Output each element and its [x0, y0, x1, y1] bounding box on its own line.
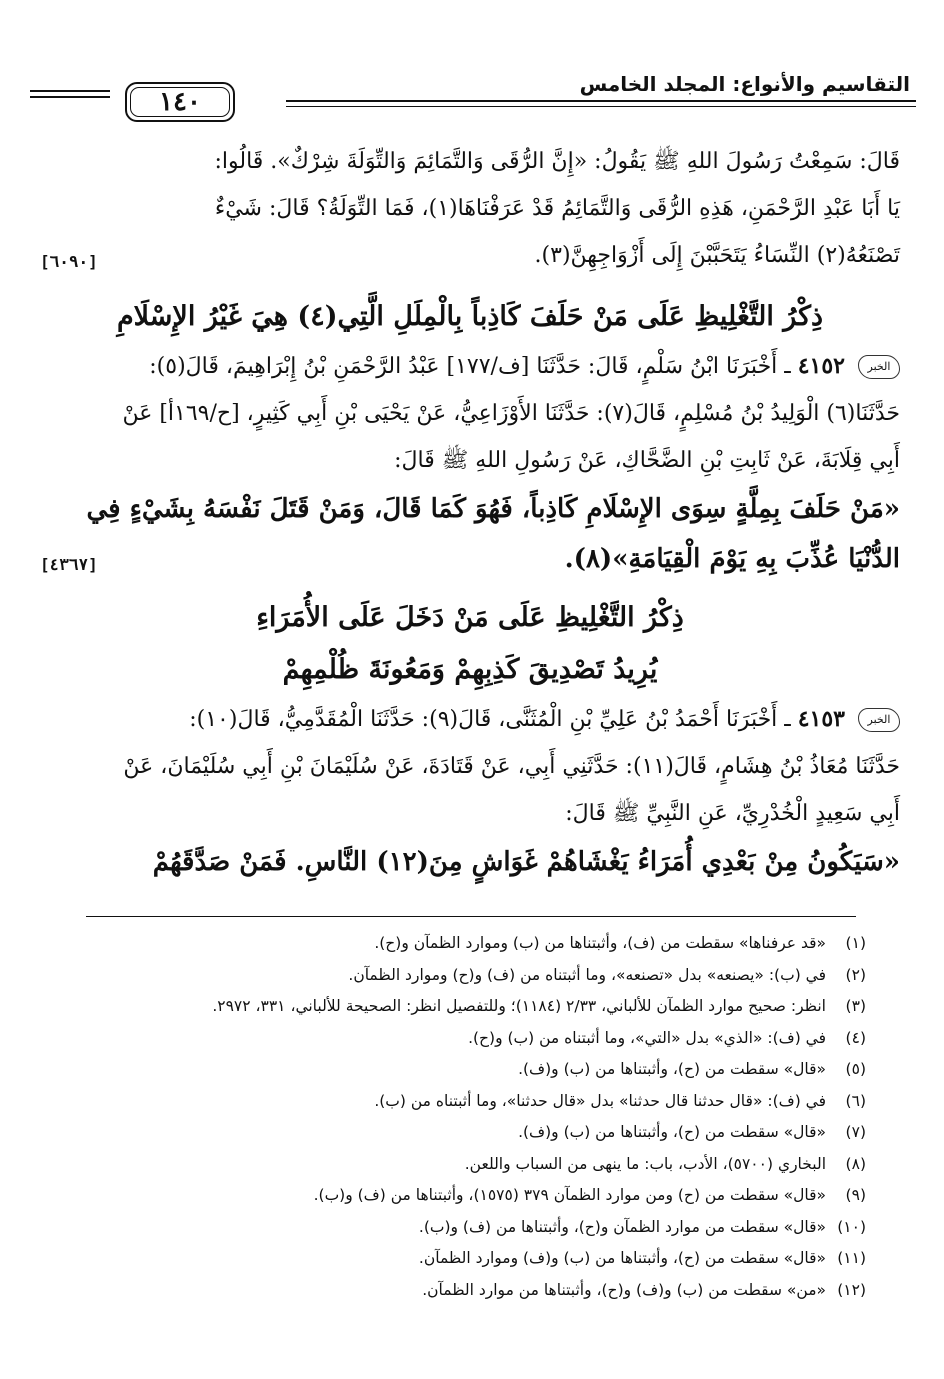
header-rule [286, 106, 916, 107]
footnote-text: «من» سقطت من (ب) و(ف) و(ح)، وأثبتناها من موارد الظمآن. [422, 1280, 826, 1299]
footnote-number: (٥) [845, 1060, 866, 1078]
section-heading: ذِكْرُ التَّغْلِيظِ عَلَى مَنْ دَخَلَ عَلَى الأُمَرَاءِ [256, 602, 684, 633]
footnote-text: «قد عرفناها» سقطت من (ف)، وأثبتناها من (ب) وموارد الظمآن و(ح). [374, 934, 826, 952]
footnote [66, 1149, 866, 1181]
footnote-number: (٣) [845, 997, 866, 1015]
matn-line [40, 534, 900, 584]
header-rule [30, 96, 110, 98]
footnote-number: (١١) [837, 1249, 866, 1267]
hadith-reference: [٦٠٩٠] [40, 252, 98, 271]
footnote-text: «قال» سقطت من (ح)، وأثبتناها من (ب) و(ف). [518, 1123, 826, 1141]
isnad-line: حَدَّثَنَا مُعَاذُ بْنُ هِشَامٍ، قَالَ(١١): حَدَّثَنِي أَبِي، عَنْ قَتَادَةَ، عَنْ سُلَيْمَانَ بْنِ أَبِي سُلَيْمَانَ، عَنْ [123, 754, 900, 779]
footnote [66, 1275, 866, 1307]
isnad-line: أَبِي سَعِيدٍ الْخُدْرِيِّ، عَنِ النَّبِيِّ ﷺ قَالَ: [565, 801, 900, 826]
footnotes [66, 928, 866, 1306]
matn-line: «مَنْ حَلَفَ بِمِلَّةٍ سِوَى الإِسْلَامِ كَاذِباً، فَهُوَ كَمَا قَالَ، وَمَنْ قَتَلَ نَفْسَهُ بِشَيْءٍ فِي [86, 494, 900, 524]
footnote [66, 1243, 866, 1275]
hadith-number: ٤١٥٢ [797, 353, 845, 379]
section-heading: ذِكْرُ التَّغْلِيظِ عَلَى مَنْ حَلَفَ كَاذِباً بِالْمِلَلِ الَّتِي(٤) هِيَ غَيْرُ الإِسْلَامِ [116, 301, 824, 332]
footnote-text: في (ب): «يصنعه» بدل «تصنعه»، وما أثبتناه من (ف) و(ح) وموارد الظمآن. [348, 965, 826, 984]
footnote-text: «قال» سقطت من (ح)، وأثبتناها من (ب) و(ف) وموارد الظمآن. [418, 1249, 826, 1267]
footnote [66, 1212, 866, 1244]
text-line [40, 232, 900, 279]
footnote-separator [86, 916, 856, 917]
section-heading: يُرِيدُ تَصْدِيقَ كَذِبِهِمْ وَمَعُونَةَ ظُلْمِهِمْ [282, 654, 658, 685]
footnote-number: (١٠) [837, 1217, 866, 1236]
footnote [66, 1180, 866, 1212]
isnad-line [40, 696, 900, 743]
isnad-text: ـ أَخْبَرَنَا ابْنُ سَلْمٍ، قَالَ: حَدَّثَنَا [ف/١٧٧] عَبْدُ الرَّحْمَنِ بْنُ إِبْرَاهِيمَ، قَالَ(٥): [149, 354, 791, 379]
footnote [66, 1086, 866, 1118]
footnote [66, 991, 866, 1023]
footnote-text: البخاري (٥٧٠٠)، الأدب، باب: ما ينهى من السباب واللعن. [464, 1154, 826, 1173]
footnote-text: «قال» سقطت من موارد الظمآن و(ح)، وأثبتناها من (ف) و(ب). [418, 1217, 826, 1236]
footnote-number: (٨) [845, 1154, 866, 1173]
isnad-line [40, 343, 900, 390]
hadith-number: ٤١٥٣ [797, 706, 845, 732]
running-head: التقاسيم والأنواع: المجلد الخامس [579, 72, 910, 96]
footnote [66, 1023, 866, 1055]
page-header [30, 62, 916, 122]
page-number-frame [125, 82, 235, 122]
footnote-number: (٦) [845, 1091, 866, 1110]
footnote-number: (٩) [845, 1186, 866, 1204]
header-rule [286, 100, 916, 102]
footnote-text: في (ف): «قال حدثنا قال حدثنا» بدل «قال حدثنا»، وما أثبتناه من (ب). [374, 1091, 826, 1110]
isnad-line: أَبِي قِلَابَةَ، عَنْ ثَابِتِ بْنِ الضَّحَّاكِ، عَنْ رَسُولِ اللهِ ﷺ قَالَ: [394, 448, 900, 473]
text-span: تَصْنَعُهُ(٢) النِّسَاءُ يَتَحَبَّبْنَ إِلَى أَزْوَاجِهِنَّ(٣). [534, 243, 900, 268]
footnote [66, 1054, 866, 1086]
footnote-number: (٧) [845, 1123, 866, 1141]
footnote-number: (٢) [845, 965, 866, 984]
footnote [66, 1117, 866, 1149]
header-rule [30, 90, 110, 92]
footnote-number: (٤) [845, 1028, 866, 1047]
footnote [66, 960, 866, 992]
page-number: ١٤٠ [159, 87, 201, 117]
matn-text: الدُّنْيَا عُذِّبَ بِهِ يَوْمَ الْقِيَامَةِ»(٨). [564, 544, 900, 574]
footnote-text: انظر: صحيح موارد الظمآن للألباني، ٢/٣٣ (١١٨٤)؛ وللتفصيل انظر: الصحيحة للألباني، ٣٣١، ٢٩٧٢. [212, 997, 826, 1015]
isnad-line: حَدَّثَنَا(٦) الْوَلِيدُ بْنُ مُسْلِمٍ، قَالَ(٧): حَدَّثَنَا الأَوْزَاعِيُّ، عَنْ يَحْيَى بْنِ أَبِي كَثِيرٍ، [ح/١٦٩أ] عَنْ [122, 401, 900, 426]
isnad-text: ـ أَخْبَرَنَا أَحْمَدُ بْنُ عَلِيِّ بْنِ الْمُثَنَّى، قَالَ(٩): حَدَّثَنَا الْمُقَدَّمِيُّ، قَالَ(١٠): [189, 707, 791, 732]
footnote-number: (١) [845, 934, 866, 952]
text-line: قَالَ: سَمِعْتُ رَسُولَ اللهِ ﷺ يَقُولُ: «إِنَّ الرُّقَى وَالتَّمَائِمَ وَالتِّوَلَةَ شِرْكٌ». قَالُوا: [214, 149, 900, 174]
footnote [66, 928, 866, 960]
matn-line: «سَيَكُونُ مِنْ بَعْدِي أُمَرَاءُ يَغْشَاهُمْ غَوَاشٍ مِنَ(١٢) النَّاسِ. فَمَنْ صَدَّقَهُمْ [152, 847, 900, 877]
text-line: يَا أَبَا عَبْدِ الرَّحْمَنِ، هَذِهِ الرُّقَى وَالتَّمَائِمُ قَدْ عَرَفْنَاهَا(١)، فَمَا التِّوَلَةُ؟ قَالَ: شَيْءٌ [214, 196, 900, 221]
footnote-text: في (ف): «الذي» بدل «التي»، وما أثبتناه من (ب) و(ح). [468, 1028, 826, 1047]
hadith-reference: [٤٣٦٧] [40, 555, 98, 574]
main-text [40, 138, 900, 887]
footnote-number: (١٢) [837, 1280, 866, 1299]
footnote-text: «قال» سقطت من (ح) ومن موارد الظمآن ٣٧٩ (١٥٧٥)، وأثبتناها من (ف) و(ب). [313, 1186, 826, 1204]
footnote-text: «قال» سقطت من (ح)، وأثبتناها من (ب) و(ف). [518, 1060, 826, 1078]
hadith-marker-icon: الخبر [858, 708, 900, 732]
hadith-marker-icon: الخبر [858, 355, 900, 379]
